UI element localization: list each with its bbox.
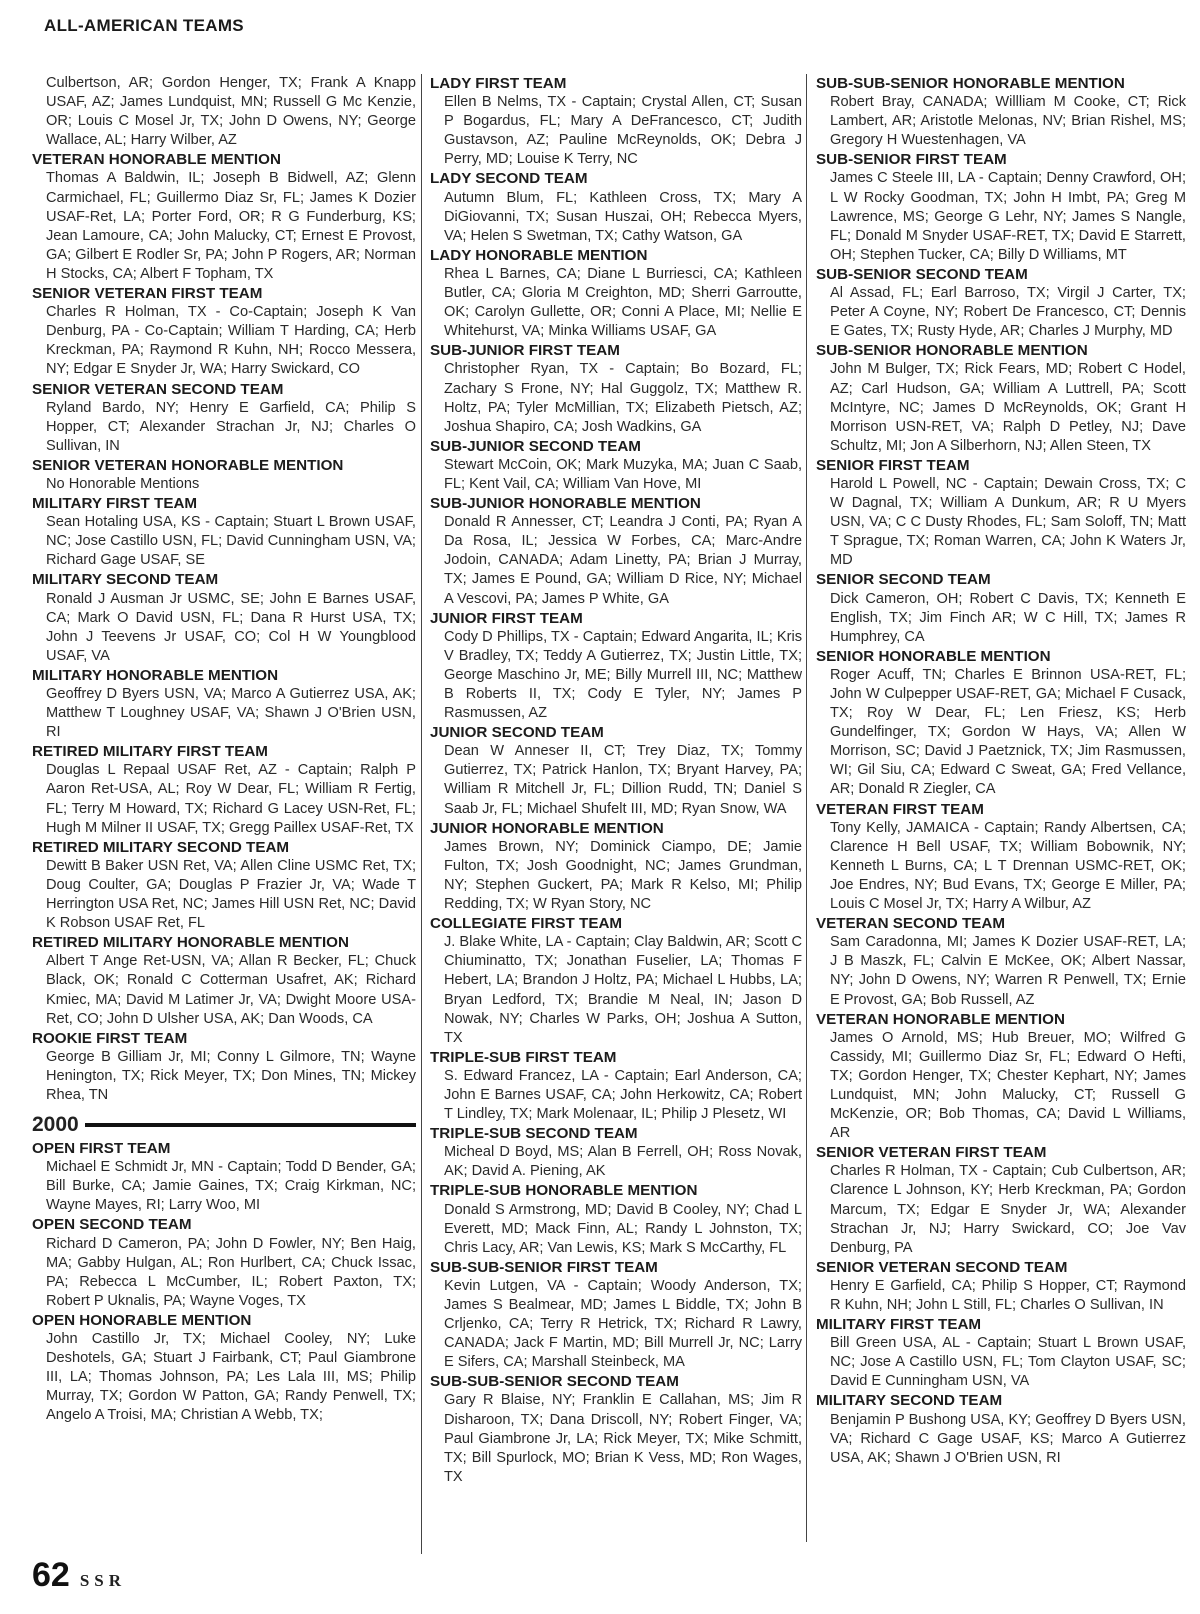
team-section: [430, 1258, 802, 1373]
team-heading: TRIPLE-SUB SECOND TEAM: [430, 1125, 638, 1143]
team-section: [816, 1143, 1186, 1258]
team-members: James O Arnold, MS; Hub Breuer, MO; Wilfred G Cassidy, MI; Guillermo Diaz Sr, FL; Edward O Hefti, TX; Gordon Henger, TX; Chester Kephart, NY; James Lundquist, MN; John Malucky, CT; Russell G McKenzie, OR; Bob Thomas, CA; David L Williams, AR: [830, 1029, 1186, 1142]
team-section: [816, 341, 1186, 456]
team-members: Al Assad, FL; Earl Barroso, TX; Virgil J Carter, TX; Peter A Coyne, NY; Robert De Francesco, CT; Dennis E Gates, TX; Rusty Hyde, AR; Charles J Murphy, MD: [830, 285, 1186, 340]
magazine-name: SSR: [79, 1571, 127, 1590]
page-number: 62: [32, 1556, 70, 1594]
team-heading: MILITARY SECOND TEAM: [816, 1392, 1003, 1410]
team-section: [816, 265, 1186, 341]
team-section: [430, 819, 802, 914]
team-heading: SENIOR VETERAN SECOND TEAM: [32, 380, 284, 398]
team-members: John M Bulger, TX; Rick Fears, MD; Robert C Hodel, AZ; Carl Hudson, GA; William A Luttrell, PA; Scott McIntyre, NC; James D McReynolds, OK; Grant H Morrison USN-RET, VA; Ralph D Petley, NJ; Dave Schultz, MI; Jon A Silberhorn, NJ; Allen Steen, TX: [830, 361, 1186, 454]
team-heading: VETERAN FIRST TEAM: [816, 800, 984, 818]
team-members: Christopher Ryan, TX - Captain; Bo Bozard, FL; Zachary S Frone, NY; Hal Guggolz, TX; Matthew R. Holtz, PA; Tyler McMillian, TX; Elizabeth Pietsch, AZ; Joshua Shapiro, CA; Josh Wadkins, GA: [444, 361, 802, 435]
team-section: [430, 74, 802, 169]
team-section: [430, 494, 802, 609]
team-heading: MILITARY FIRST TEAM: [816, 1316, 982, 1334]
team-section: [430, 723, 802, 818]
team-heading: SUB-JUNIOR FIRST TEAM: [430, 342, 620, 360]
team-heading: SENIOR VETERAN FIRST TEAM: [32, 285, 263, 303]
team-members: Richard D Cameron, PA; John D Fowler, NY; Ben Haig, MA; Gabby Hulgan, AL; Ron Hurlbert, CA; Chuck Issac, PA; Rebecca L McCumber, IL; Robert Paxton, TX; Robert P Uknalis, PA; Wayne Voges, TX: [46, 1235, 416, 1309]
team-members: J. Blake White, LA - Captain; Clay Baldwin, AR; Scott C Chiuminatto, TX; Jonathan Fuselier, LA; Thomas F Hebert, LA; Brandon J Holtz, PA; Michael L Hubbs, LA; Bryan Ledford, TX; Brandie M Neal, IN; Jason D Nowak, NY; Charles W Parks, OH; Joshua A Sutton, TX: [444, 934, 802, 1046]
team-section: [816, 1258, 1186, 1315]
team-heading: SENIOR VETERAN FIRST TEAM: [816, 1144, 1047, 1162]
team-members: Ryland Bardo, NY; Henry E Garfield, CA; Philip S Hopper, CT; Alexander Strachan Jr, NJ; Charles O Sullivan, IN: [46, 399, 416, 454]
team-members: Roger Acuff, TN; Charles E Brinnon USA-RET, FL; John W Culpepper USAF-RET, GA; Michael F Cusack, TX; Roy W Dear, FL; Len Friesz, KS; Herb Gundelfinger, TX; Gordon W Hays, VA; Allen W Morrison, SC; David J Paetznick, TX; Jim Rasmussen, WI; Gil Siu, CA; Edward C Sweat, GA; Fred Vellance, AR; Donald R Ziegler, CA: [830, 666, 1186, 798]
team-heading: SUB-SUB-SENIOR SECOND TEAM: [430, 1373, 679, 1391]
team-section: [430, 1124, 802, 1181]
team-section: [32, 150, 416, 284]
team-members: Stewart McCoin, OK; Mark Muzyka, MA; Juan C Saab, FL; Kent Vail, CA; William Van Hove, MI: [444, 456, 802, 492]
team-heading: COLLEGIATE FIRST TEAM: [430, 915, 623, 933]
team-heading: OPEN FIRST TEAM: [32, 1140, 171, 1158]
team-section: [32, 380, 416, 456]
team-heading: ROOKIE FIRST TEAM: [32, 1029, 188, 1047]
team-members: Dean W Anneser II, CT; Trey Diaz, TX; Tommy Gutierrez, TX; Patrick Hanlon, TX; Bryant Harvey, PA; William R Mitchell Jr, FL; Dillion Rudd, TN; Daniel S Saab Jr, FL; Michael Shufelt III, MD; Ryan Snow, WA: [444, 743, 802, 817]
team-heading: RETIRED MILITARY SECOND TEAM: [32, 838, 290, 856]
team-section: [32, 1311, 416, 1426]
team-heading: OPEN HONORABLE MENTION: [32, 1311, 252, 1329]
team-heading: LADY FIRST TEAM: [430, 75, 567, 92]
team-section: [32, 933, 416, 1028]
year-rule: [85, 1123, 416, 1127]
team-heading: JUNIOR FIRST TEAM: [430, 609, 583, 627]
team-section: [32, 838, 416, 933]
team-section: [32, 666, 416, 742]
team-section: [430, 1372, 802, 1487]
year-label: 2000: [32, 1113, 79, 1137]
team-section: [430, 609, 802, 724]
team-members: Donald S Armstrong, MD; David B Cooley, NY; Chad L Everett, MD; Mack Finn, AL; Randy L Johnston, TX; Chris Lacy, AR; Van Lewis, KS; Mark S McCarthy, FL: [444, 1201, 802, 1256]
team-members: James C Steele III, LA - Captain; Denny Crawford, OH; L W Rocky Goodman, TX; John H Imbt, PA; Greg M Lawrence, MS; George G Lehr, NY; James S Nangle, FL; Donald M Snyder USAF-RET, TX; David E Starrett, OH; Stephen Tucker, CA; Billy D Williams, MT: [830, 170, 1186, 263]
team-heading: SENIOR VETERAN HONORABLE MENTION: [32, 456, 344, 474]
team-section: [816, 1391, 1186, 1467]
team-section: [430, 246, 802, 341]
team-members: James Brown, NY; Dominick Ciampo, DE; Jamie Fulton, TX; Josh Goodnight, NC; James Grundman, NY; Stephen Guckert, PA; Mark R Kelso, MI; Philip Redding, TX; W Ryan Story, NC: [444, 838, 802, 913]
team-members: Charles R Holman, TX - Captain; Cub Culbertson, AR; Clarence L Johnson, KY; Herb Kreckman, PA; Gordon Marcum, TX; Edgar E Snyder Jr, WA; Alexander Strachan Jr, NJ; Harry Swickard, CO; Joe Vav Denburg, PA: [830, 1163, 1186, 1256]
year-heading: [32, 1113, 416, 1137]
team-members: Tony Kelly, JAMAICA - Captain; Randy Albertsen, CA; Clarence H Bell USAF, TX; William Bobownik, NY; Kenneth L Burns, CA; L T Drennan USMC-RET, OK; Joe Endres, NY; Bud Evans, TX; George E Miller, PA; Louis C Mosel Jr, TX; Harry A Wilbur, AZ: [830, 819, 1186, 913]
team-section: [430, 1181, 802, 1257]
team-section: [816, 456, 1186, 571]
team-heading: SENIOR FIRST TEAM: [816, 456, 970, 474]
team-heading: TRIPLE-SUB FIRST TEAM: [430, 1048, 617, 1066]
team-heading: SUB-JUNIOR HONORABLE MENTION: [430, 495, 701, 513]
team-members: Henry E Garfield, CA; Philip S Hopper, CT; Raymond R Kuhn, NH; John L Still, FL; Charles O Sullivan, IN: [830, 1277, 1186, 1313]
team-members: Albert T Ange Ret-USN, VA; Allan R Becker, FL; Chuck Black, OK; Ronald C Cotterman Usafret, AK; Richard Kmiec, MA; David M Latimer Jr, VA; Dwight Moore USA-Ret, CO; John D Ulsher USA, AK; Dan Woods, CA: [46, 953, 416, 1027]
team-heading: TRIPLE-SUB HONORABLE MENTION: [430, 1182, 698, 1200]
team-members: Donald R Annesser, CT; Leandra J Conti, PA; Ryan A Da Rosa, IL; Jessica W Forbes, CA; Marc-Andre Jodoin, CANADA; Adam Linetty, PA; Brian J Murray, TX; James E Pound, GA; William D Rice, NY; Michael A Vescovi, PA; James P White, GA: [444, 514, 802, 607]
team-heading: RETIRED MILITARY FIRST TEAM: [32, 743, 268, 761]
team-section: [816, 800, 1186, 915]
column-3: [816, 74, 1186, 1468]
team-section: [430, 437, 802, 494]
team-members: Autumn Blum, FL; Kathleen Cross, TX; Mary A DiGiovanni, TX; Susan Huszai, OH; Rebecca Myers, VA; Helen S Swetman, TX; Cathy Watson, GA: [444, 189, 802, 244]
team-section: [816, 647, 1186, 800]
team-heading: SENIOR VETERAN SECOND TEAM: [816, 1258, 1068, 1276]
team-heading: VETERAN HONORABLE MENTION: [32, 151, 281, 169]
team-members: Ronald J Ausman Jr USMC, SE; John E Barnes USAF, CA; Mark O David USN, FL; Dana R Hurst USA, TX; John J Teevens Jr USAF, CO; Col H W Youngblood USAF, VA: [46, 590, 416, 664]
team-section: [816, 570, 1186, 646]
team-members: Benjamin P Bushong USA, KY; Geoffrey D Byers USN, VA; Richard C Gage USAF, KS; Marco A Gutierrez USA, AK; Shawn J O'Brien USN, RI: [830, 1411, 1186, 1466]
team-section: [430, 341, 802, 436]
team-section: [32, 1029, 416, 1105]
team-heading: RETIRED MILITARY HONORABLE MENTION: [32, 934, 349, 952]
team-members: Geoffrey D Byers USN, VA; Marco A Gutierrez USA, AK; Matthew T Loughney USAF, VA; Shawn J O'Brien USN, RI: [46, 686, 416, 741]
team-heading: LADY SECOND TEAM: [430, 170, 588, 188]
column-1: [32, 74, 416, 1425]
team-section: [32, 742, 416, 837]
team-section: [430, 169, 802, 245]
team-members: Harold L Powell, NC - Captain; Dewain Cross, TX; C W Dagnal, TX; William A Dunkum, AR; R U Myers USN, VA; C C Dusty Rhodes, FL; Sam Soloff, TN; Matt T Sprague, TX; Roman Warren, CA; John K Waters Jr, MD: [830, 475, 1186, 569]
team-members: Gary R Blaise, NY; Franklin E Callahan, MS; Jim R Disharoon, TX; Dana Driscoll, NY; Robert Finger, VA; Paul Giambrone Jr, LA; Rick Meyer, TX; Mike Schmitt, TX; Bill Spurlock, MO; Brian K Vess, MD; Ron Wages, TX: [444, 1392, 802, 1485]
team-heading: OPEN SECOND TEAM: [32, 1216, 192, 1234]
team-heading: MILITARY FIRST TEAM: [32, 495, 198, 513]
team-members: Micheal D Boyd, MS; Alan B Ferrell, OH; Ross Novak, AK; David A. Piening, AK: [444, 1144, 802, 1180]
team-members: Thomas A Baldwin, IL; Joseph B Bidwell, AZ; Glenn Carmichael, FL; Guillermo Diaz Sr, FL; James K Dozier USAF-Ret, LA; Porter Ford, OR; R G Funderburg, KS; Jean Lamoure, CA; John Malucky, CT; Ernest E Provost, GA; Gilbert E Rodler Sr, PA; John P Rogers, AR; Norman H Stocks, CA; Albert F Topham, TX: [46, 170, 416, 282]
team-heading: SENIOR SECOND TEAM: [816, 571, 991, 589]
team-heading: LADY HONORABLE MENTION: [430, 246, 648, 264]
team-heading: SUB-SUB-SENIOR HONORABLE MENTION: [816, 75, 1125, 92]
column-2: [430, 74, 802, 1487]
team-section: [32, 570, 416, 665]
team-heading: SUB-SENIOR HONORABLE MENTION: [816, 342, 1088, 360]
team-section: [816, 1010, 1186, 1144]
team-members: Douglas L Repaal USAF Ret, AZ - Captain; Ralph P Aaron Ret-USA, AL; Roy W Dear, FL; William R Fertig, FL; Terry M Howard, TX; Richard G Lacey USN-Ret, FL; Hugh M Milner II USAF, TX; Gregg Paillex USAF-Ret, TX: [46, 762, 416, 836]
team-section: [32, 284, 416, 379]
team-members: Dewitt B Baker USN Ret, VA; Allen Cline USMC Ret, TX; Doug Coulter, GA; Douglas P Frazier Jr, VA; Wade T Herrington USA Ret, NC; James Hill USN Ret, NC; David K Robson USAF Ret, FL: [46, 857, 416, 932]
team-section: [32, 456, 416, 494]
team-section: [32, 1215, 416, 1310]
team-members: Kevin Lutgen, VA - Captain; Woody Anderson, TX; James S Bealmear, MD; James L Biddle, TX; John B Crljenko, CA; Terry R Hetrick, TX; Richard R Lawry, CANADA; Jack F Martin, MD; Bill Murrell Jr, NC; Larry E Sifers, CA; Marshall Steinbeck, MA: [444, 1277, 802, 1371]
team-members: No Honorable Mentions: [46, 475, 200, 492]
team-heading: SUB-SENIOR SECOND TEAM: [816, 265, 1028, 283]
team-section: [32, 1139, 416, 1215]
team-members: George B Gilliam Jr, MI; Conny L Gilmore, TN; Wayne Henington, TX; Rick Meyer, TX; Don Mines, TN; Mickey Rhea, TN: [46, 1048, 416, 1103]
team-section: [816, 74, 1186, 150]
team-members: Charles R Holman, TX - Co-Captain; Joseph K Van Denburg, PA - Co-Captain; William T Harding, CA; Herb Kreckman, PA; Raymond R Kuhn, NH; Rocco Messera, NY; Edgar E Snyder Jr, WA; Harry Swickard, CO: [46, 304, 416, 378]
team-heading: VETERAN SECOND TEAM: [816, 915, 1006, 933]
team-heading: SUB-JUNIOR SECOND TEAM: [430, 437, 641, 455]
team-section: [32, 494, 416, 570]
team-heading: JUNIOR HONORABLE MENTION: [430, 819, 664, 837]
team-members: Robert Bray, CANADA; Willliam M Cooke, CT; Rick Lambert, AR; Aristotle Melonas, NV; Brian Rishel, MS; Gregory H Wuestenhagen, VA: [830, 94, 1186, 149]
team-section: [430, 1048, 802, 1124]
page-footer: [32, 1556, 126, 1595]
team-heading: VETERAN HONORABLE MENTION: [816, 1010, 1065, 1028]
column-divider: [421, 74, 422, 1554]
team-heading: SUB-SUB-SENIOR FIRST TEAM: [430, 1258, 658, 1276]
team-section: [816, 914, 1186, 1009]
team-members: S. Edward Francez, LA - Captain; Earl Anderson, CA; John E Barnes USAF, CA; John Herkowitz, CA; Robert T Lindley, TX; Mark Molenaar, IL; Philip J Plesetz, WI: [444, 1067, 802, 1123]
team-heading: SUB-SENIOR FIRST TEAM: [816, 151, 1007, 169]
team-section: [816, 150, 1186, 265]
team-section: [816, 1315, 1186, 1391]
team-members: Cody D Phillips, TX - Captain; Edward Angarita, IL; Kris V Bradley, TX; Teddy A Gutierrez, TX; Justin Little, TX; George Maschino Jr, ME; Billy Murrell III, NC; Matthew B Roberts II, TX; Cody E Tyler, NY; James P Rasmussen, AZ: [444, 628, 802, 722]
team-members: Bill Green USA, AL - Captain; Stuart L Brown USAF, NC; Jose A Castillo USN, FL; Tom Clayton USAF, SC; David E Cunningham USN, VA: [830, 1335, 1186, 1390]
team-heading: MILITARY SECOND TEAM: [32, 571, 219, 589]
team-members: Sam Caradonna, MI; James K Dozier USAF-RET, LA; J B Maszk, FL; Calvin E McKee, OK; Albert Nassar, NY; John D Owens, NY; Warren R Penwell, TX; Ernie E Provost, GA; Bob Russell, AZ: [830, 934, 1186, 1008]
team-heading: JUNIOR SECOND TEAM: [430, 724, 604, 742]
team-section: [32, 74, 416, 150]
team-members: Michael E Schmidt Jr, MN - Captain; Todd D Bender, GA; Bill Burke, CA; Jamie Gaines, TX; Craig Kirkman, NC; Wayne Mayes, RI; Larry Woo, MI: [46, 1159, 416, 1214]
team-members: John Castillo Jr, TX; Michael Cooley, NY; Luke Deshotels, GA; Stuart J Fairbank, CT; Paul Giambrone III, LA; Thomas Johnson, PA; Les Lala III, MS; Philip Murray, TX; Gordon W Patton, GA; Randy Penwell, TX; Angelo A Troisi, MA; Christian A Webb, TX;: [46, 1331, 416, 1424]
team-section: [430, 914, 802, 1048]
column-divider: [806, 74, 807, 1542]
team-heading: SENIOR HONORABLE MENTION: [816, 647, 1051, 665]
team-members: Rhea L Barnes, CA; Diane L Burriesci, CA; Kathleen Butler, CA; Gloria M Creighton, MD; Sherri Garroutte, OK; Carolyn Gullette, OR; Conni A Place, MI; Nellie E Whitehurst, VA; Minka Williams USAF, GA: [444, 265, 802, 340]
team-heading: MILITARY HONORABLE MENTION: [32, 666, 279, 684]
team-members: Culbertson, AR; Gordon Henger, TX; Frank A Knapp USAF, AZ; James Lundquist, MN; Russell G Mc Kenzie, OR; Louis C Mosel Jr, TX; John D Owens, NY; George Wallace, AL; Harry Wilber, AZ: [46, 75, 416, 149]
team-members: Dick Cameron, OH; Robert C Davis, TX; Kenneth E English, TX; Jim Finch AR; W C Hill, TX; James R Humphrey, CA: [830, 590, 1186, 645]
team-members: Ellen B Nelms, TX - Captain; Crystal Allen, CT; Susan P Bogardus, FL; Mary A DeFrancesco, CT; Judith Gustavson, AZ; Pauline McReynolds, OK; Debra J Perry, MD; Louise K Terry, NC: [444, 94, 802, 168]
team-members: Sean Hotaling USA, KS - Captain; Stuart L Brown USAF, NC; Jose Castillo USN, FL; David Cunningham USN, VA; Richard Gage USAF, SE: [46, 514, 416, 569]
running-head: ALL-AMERICAN TEAMS: [44, 16, 244, 35]
